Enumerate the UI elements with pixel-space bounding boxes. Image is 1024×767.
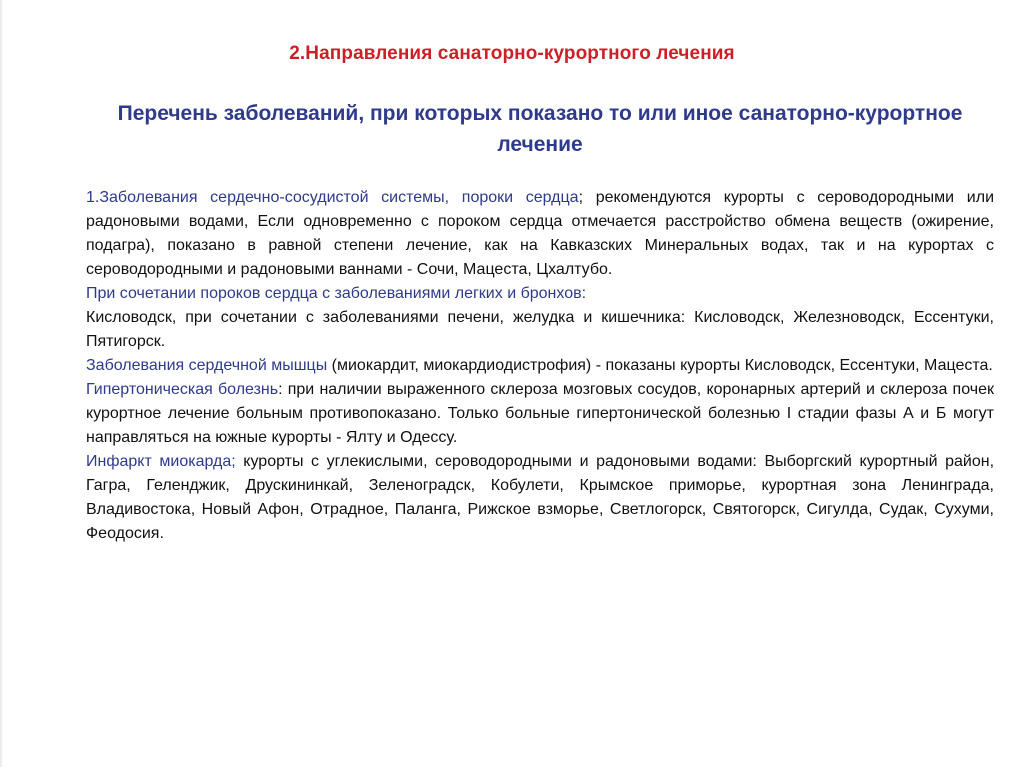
paragraph-hypertension bbox=[86, 378, 994, 450]
paragraph-hypertension-text: : при наличии выраженного склероза мозговых сосудов, коронарных артерий и склероза почек курортное лечение больным противопоказано. Только больные гипертонической болезнью I стадии фазы А и Б могут направляться на южные курорты - Ялту и Одессу. bbox=[86, 381, 995, 446]
paragraph-infarction-text: курорты с углекислыми, сероводородными и радоновыми водами: Выборгский курортный район, Гагра, Геленджик, Друскининкай, Зеленоградск, Кобулети, Крымское приморье, курортная зона Ленинграда, Владивостока, Новый Афон, Отрадное, Паланга, Рижское взморье, Светлогорск, Святогорск, Сигулда, Судак, Сухуми, Феодосия. bbox=[86, 453, 995, 542]
paragraph-kislovodsk bbox=[86, 306, 994, 354]
paragraph-lungs bbox=[86, 282, 994, 306]
paragraph-infarction-lead: Инфаркт миокарда; bbox=[86, 453, 236, 470]
subtitle: Перечень заболеваний, при которых показано то или иное санаторно-курортное лечение bbox=[117, 102, 963, 156]
paragraph-hypertension-lead: Гипертоническая болезнь bbox=[86, 381, 279, 398]
paragraph-myocardium bbox=[86, 354, 994, 378]
paragraph-cardio-lead: 1.Заболевания сердечно-сосудистой системы, пороки сердца bbox=[86, 189, 579, 206]
paragraph-myocardium-lead: Заболевания сердечной мышцы bbox=[86, 357, 328, 374]
slide-edge-shadow bbox=[0, 0, 3, 767]
paragraph-kislovodsk-text: Кисловодск, при сочетании с заболеваниями печени, желудка и кишечника: Кисловодск, Железноводск, Ессентуки, Пятигорск. bbox=[86, 309, 994, 350]
content-body bbox=[86, 186, 994, 546]
paragraph-infarction bbox=[86, 450, 994, 546]
paragraph-myocardium-text: (миокардит, миокардиодистрофия) - показаны курорты Кисловодск, Ессентуки, Мацеста. bbox=[327, 357, 993, 374]
section-title: 2.Направления санаторно-курортного лечения bbox=[289, 43, 735, 64]
paragraph-lungs-lead: При сочетании пороков сердца с заболеваниями легких и бронхов: bbox=[86, 285, 587, 302]
paragraph-cardio bbox=[86, 186, 994, 282]
paragraph-cardio-text: ; рекомендуются курорты с сероводородными или радоновыми водами, Если одновременно с пороком сердца отмечается расстройство обмена веществ (ожирение, подагра), показано в равной степени лечение, как на Кавказских Минеральных водах, так и на курортах с сероводородными и радоновыми ваннами - Сочи, Мацеста, Цхалтубо. bbox=[86, 189, 995, 278]
